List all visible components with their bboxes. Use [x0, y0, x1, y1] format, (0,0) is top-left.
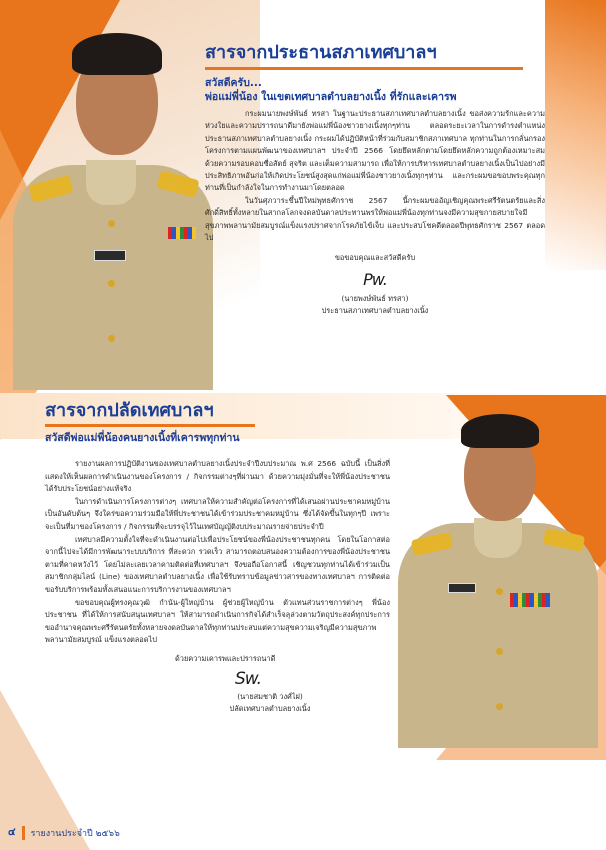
name-tag: [448, 583, 476, 593]
uniform-button: [496, 648, 503, 655]
ribbon-bar: [510, 593, 550, 607]
uniform-button: [108, 280, 115, 287]
name-tag: [94, 250, 126, 261]
footer-divider: [22, 826, 25, 840]
uniform-button: [496, 588, 503, 595]
uniform-button: [108, 220, 115, 227]
section1-greeting-line1: สวัสดีครับ...: [205, 77, 262, 89]
municipal-clerk-photo: [398, 408, 598, 748]
council-president-message: [205, 42, 545, 317]
section2-paragraph: เทศบาลมีความตั้งใจที่จะดำเนินงานต่อไปเพื่อประโยชน์ของพี่น้องประชาชนทุกคน โดยในโอกาสต่อจากนี้ไปจะได้มีการพัฒนาระบบบริการ ที่สะดวก รวดเร็ว สามารถตอบสนองความต้องการของพี่น้องประชาชนตามที่คาดหวังไว้ โดยไม่ละเลยเวลาคามติดต่อที่เทศบาลฯ จึงขอถือโอกาสนี้ เชิญชวนทุกท่านได้เข้าร่วมเป็นสมาชิกกลุ่มไลน์ (Line) ของเทศบาลตำบลยางเนิ้ง เพื่อใช้รับทราบข้อมูลข่าวสารของทางเทศบาลฯ การติดต่อขอรับบริการพร้อมทั้งเสนอแนะการบริการงานของเทศบาลฯ: [45, 534, 390, 594]
section2-title: สารจากปลัดเทศบาลฯ: [45, 400, 214, 421]
ribbon-bar: [168, 227, 196, 239]
uniform-button: [496, 703, 503, 710]
section2-paragraph: ขอขอบคุณผู้ทรงคุณวุฒิ กำนัน-ผู้ใหญ่บ้าน ผู้ช่วยผู้ใหญ่บ้าน ตัวแทนส่วนราชการต่างๆ พี่น้องประชาชน ที่ได้ให้การสนับสนุนเทศบาลฯ ให้สามารถดำเนินการกิจได้สำเร็จลุล่วงตามวัตถุประสงค์ทุกประการ ขออำนาจคุณพระศรีรัตนตรัยทั้งหลายจงดลบันดาลให้ทุกท่านประสบแต่ความสุขความเจริญมีความสุขภาพพลานามัยสมบูรณ์ แข็งแรงตลอดไป: [45, 597, 390, 645]
title-underline: [205, 67, 523, 70]
page-footer: [8, 825, 120, 840]
title-underline: [45, 424, 255, 427]
signer-name: (นายพงษ์พันธ์ ทรสา): [341, 294, 409, 304]
section1-paragraph: กระผมนายพงษ์พันธ์ ทรสา ในฐานะประธานสภาเทศบาลตำบลยางเนิ้ง ขอส่งความรักและความห่วงใยและความปรารถนาดีมายังพ่อแม่พี่น้องชาวยางเนิ้งทุกๆท่าน ตลอดระยะเวลาในการดำรงตำแหน่งประธานสภาเทศบาลตำบลยางเนิ้ง กระผมได้ปฏิบัติหน้าที่ร่วมกับสมาชิกสภาเทศบาล ทุกท่านในการกลั่นกรองโครงการตามแผนพัฒนาของเทศบาลฯ ประจำปี 2566 โดยยึดหลักตามโดยยึดหลักความถูกต้องเหมาะสม ด้วยความรอบคอบซื่อสัตย์ สุจริต และเต็มความสามารถ เพื่อให้การบริหารเทศบาลตำบลยางเนิ้งเป็นไปอย่างมีประสิทธิภาพอันก่อให้เกิดประโยชน์สูงสุดแก่พ่อแม่พี่น้องชาวยางเนิ้งทุกๆท่าน และกระผมขอขอบพระคุณทุกท่านที่เป็นกำลังใจในการทำงานมาโดยตลอด: [205, 109, 545, 193]
top-right-orange-stripe: [545, 0, 606, 270]
signature-image: Sw.: [235, 668, 262, 689]
page-number: ๔: [8, 827, 16, 838]
section2-greeting: สวัสดีพ่อแม่พี่น้องคนยางเนิ้งที่เคารพทุกท่าน: [45, 432, 240, 444]
council-president-photo: [8, 15, 218, 390]
section1-greeting-line2: พ่อแม่พี่น้อง ในเขตเทศบาลตำบลยางเนิ้ง ที่รักและเคารพ: [205, 91, 457, 103]
signature-image: Pw.: [363, 270, 387, 290]
hair: [461, 414, 539, 448]
signer-position: ปลัดเทศบาลตำบลยางเนิ้ง: [229, 703, 311, 713]
uniform-collar: [474, 518, 522, 558]
section2-closing: ด้วยความเคารพและปรารถนาดี: [175, 653, 276, 663]
hair: [72, 33, 162, 75]
section1-title: สารจากประธานสภาเทศบาลฯ: [205, 42, 437, 63]
municipal-clerk-header: [45, 400, 425, 445]
signer-position: ประธานสภาเทศบาลตำบลยางเนิ้ง: [321, 306, 429, 316]
uniform-button: [108, 335, 115, 342]
section2-paragraph: รายงานผลการปฏิบัติงานของเทศบาลตำบลยางเนิ้งประจำปีงบประมาณ พ.ศ 2566 ฉบับนี้ เป็นสิ่งที่แสดงให้เห็นผลการดำเนินงานของโครงการ / กิจกรรมต่างๆที่ผ่านมา ด้วยความมุ่งมั่นที่จะให้พี่น้องประชาชนได้รับประโยชน์อย่างแท้จริง: [45, 459, 390, 494]
footer-text: รายงานประจำปี ๒๕๖๖: [30, 828, 120, 839]
section1-paragraph: ในวันศุภวาระขึ้นปีใหม่พุทธศักราช 2567 นี้กระผมขออัญเชิญคุณพระศรีรัตนตรัยและสิ่งศักดิ์สิทธิ์ทั้งหลายในสากลโลกจงดลบันดาลประทานพรให้พ่อแม่พี่น้องทุกท่านจงมีความสุขกายสบายใจมีสุขภาพพลานามัยสมบูรณ์แข็งแรงปราศจากโรคภัยไข้เจ็บ และประสบโชคดีตลอดปีพุทธศักราช 2567 ตลอดไป: [205, 195, 545, 243]
uniform-collar: [86, 160, 136, 205]
signer-name: (นายสมชาติ วงศ์ไฝ): [237, 691, 303, 701]
municipal-clerk-message: [45, 458, 390, 715]
section2-paragraph: ในการดำเนินการโครงการต่างๆ เทศบาลให้ความสำคัญต่อโครงการที่ได้เสนอผ่านประชาคมหมู่บ้านเป็นอันดับต้นๆ จึงใคร่ขอความร่วมมือให้พี่ประชาชนได้เข้าร่วมประชาคมหมู่บ้าน ซึ่งได้จัดขึ้นในทุกๆปี เพราะจะเป็นที่มาของโครงการ / กิจกรรมที่จะบรรจุไว้ในเทศบัญญัติงบประมาณรายจ่ายประจำปี: [45, 496, 390, 531]
section1-closing: ขอขอบคุณและสวัสดีครับ: [334, 253, 416, 263]
